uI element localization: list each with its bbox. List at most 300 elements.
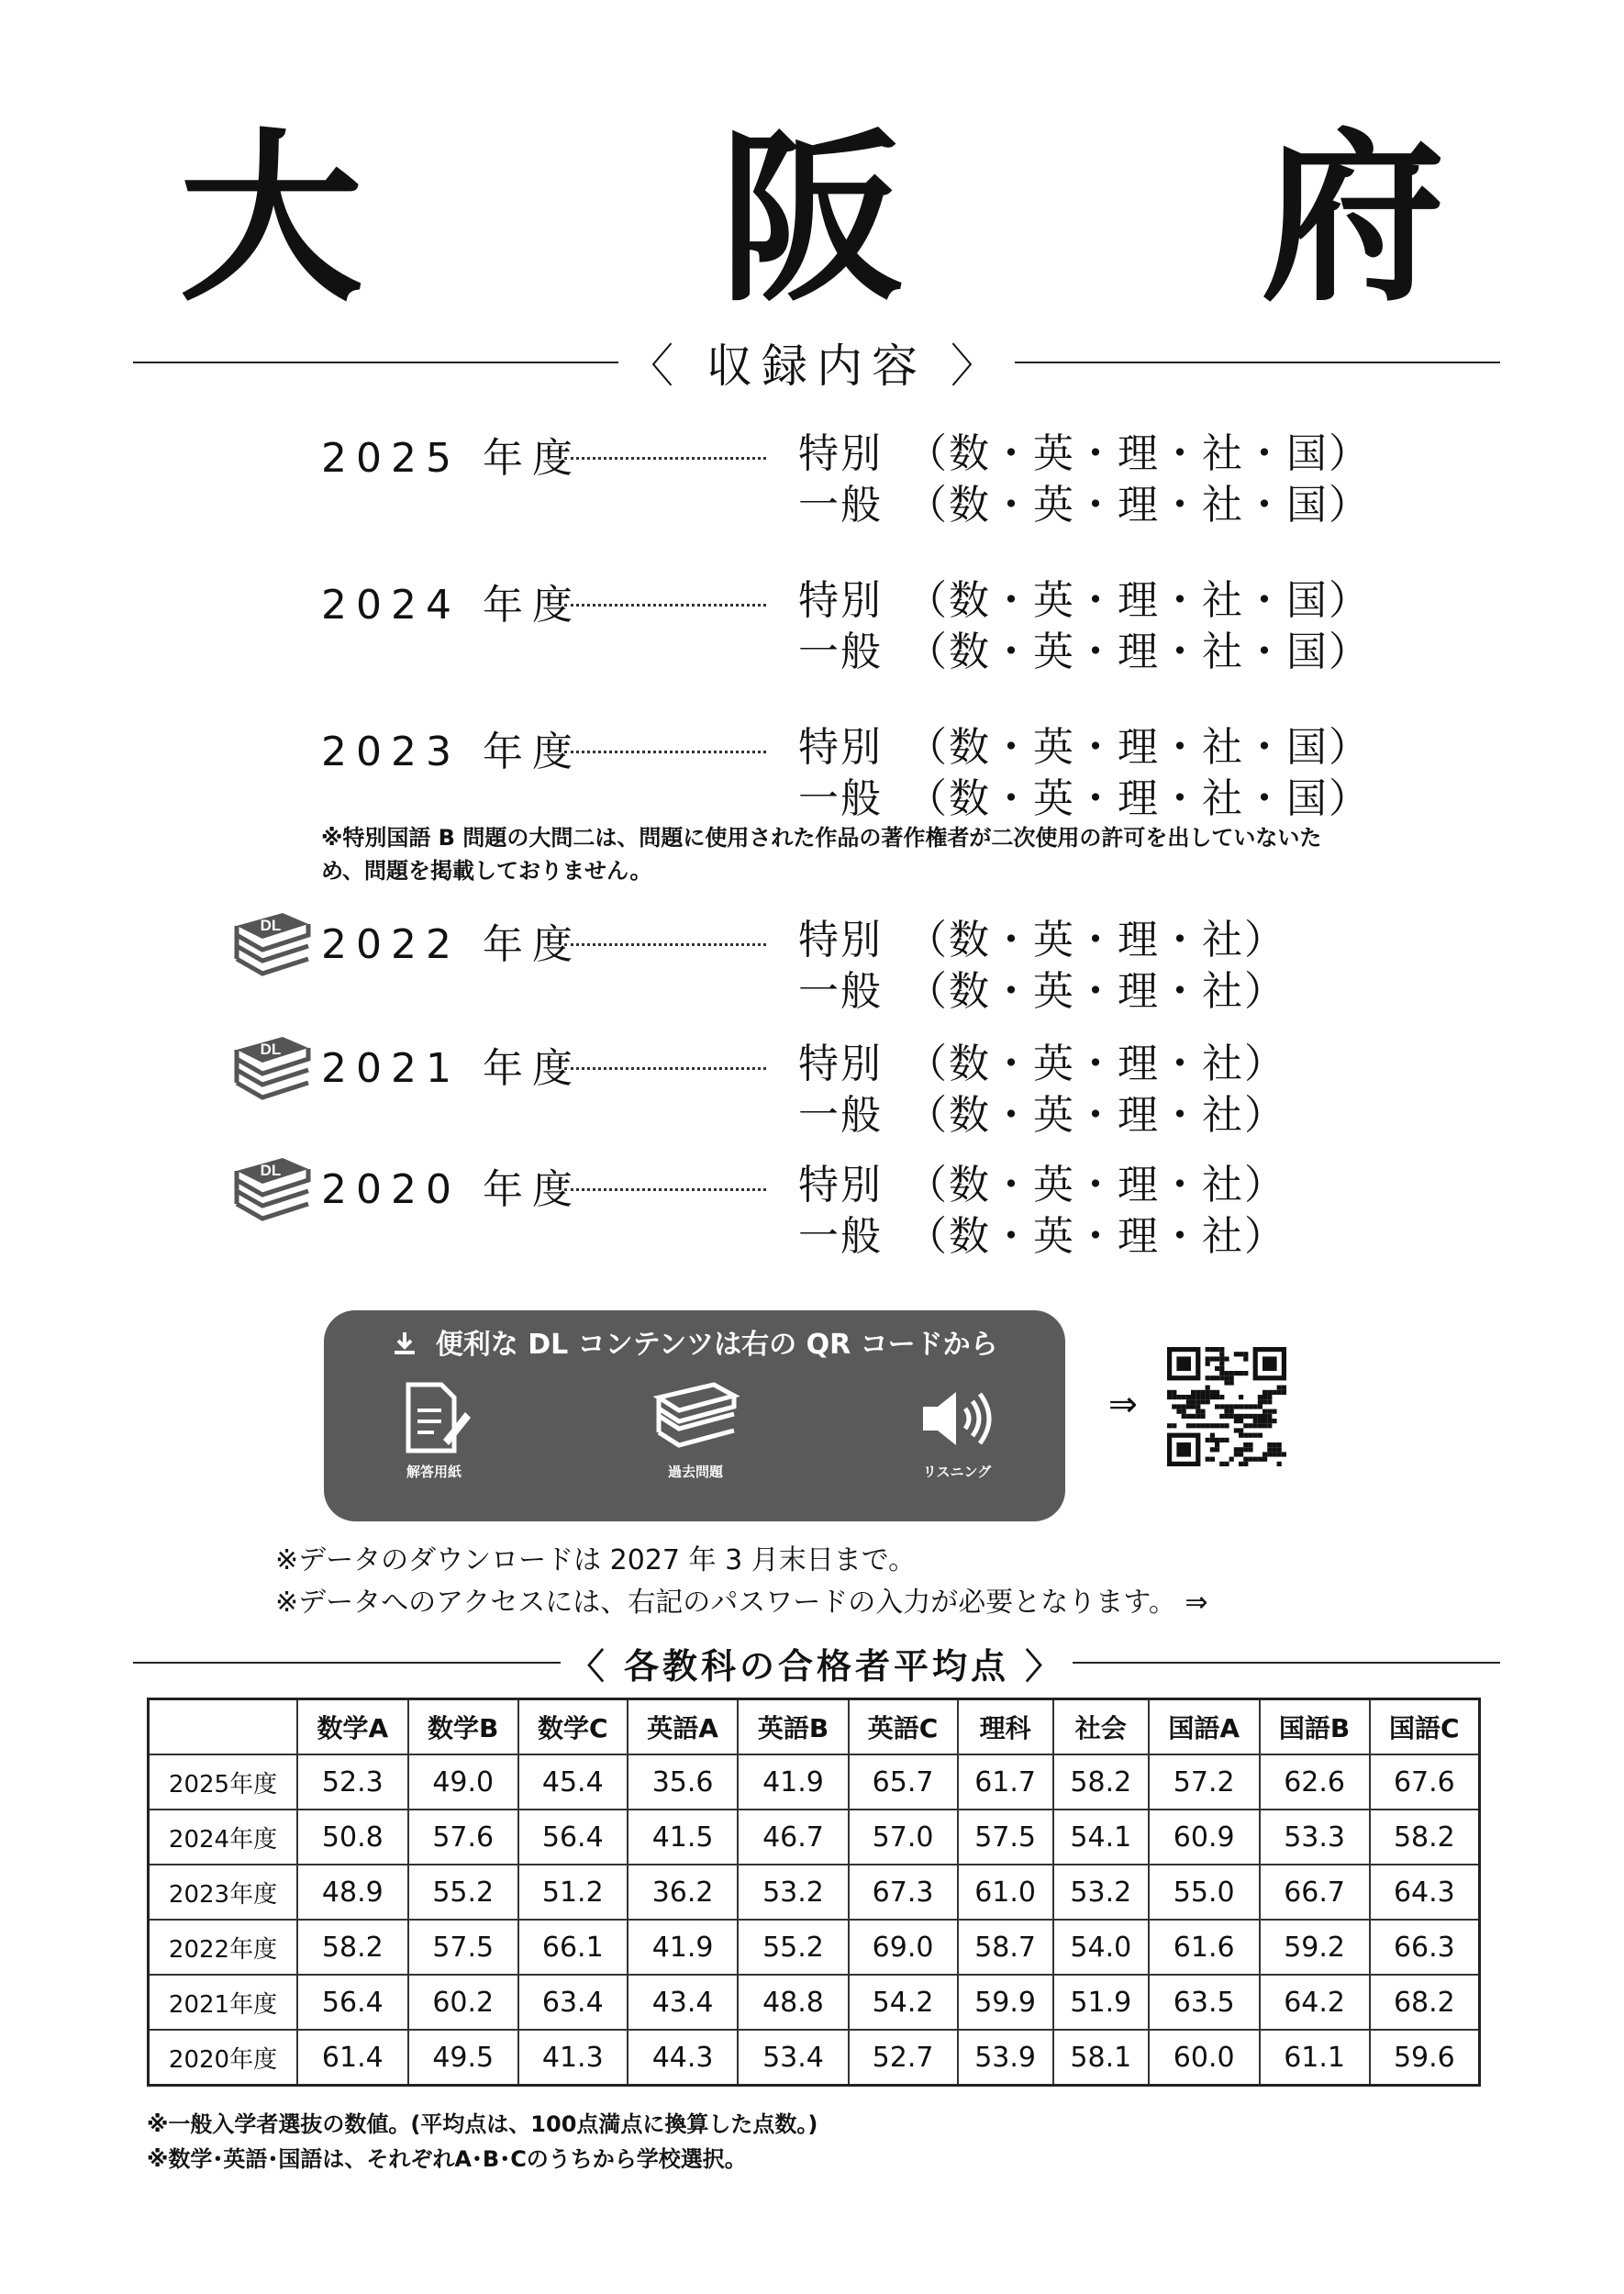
exam-type: 特別 (798, 1162, 883, 1208)
qr-module (1229, 1409, 1234, 1414)
score-cell: 48.8 (738, 1975, 848, 2030)
qr-module (1224, 1423, 1229, 1428)
qr-module (1277, 1386, 1282, 1390)
qr-module (1234, 1404, 1239, 1409)
exam-line (798, 966, 1286, 1018)
qr-module (1253, 1414, 1258, 1419)
dotted-leader (564, 943, 766, 946)
scores-header-label: 〈 各教科の合格者平均点 〉 (569, 1645, 1064, 1687)
qr-module (1243, 1404, 1248, 1409)
year-entry (321, 427, 780, 482)
qr-module (1234, 1414, 1239, 1419)
dl-item-label: 過去問題 (667, 1464, 723, 1480)
exam-subjects: （数・英・理・社・国） (907, 629, 1371, 675)
qr-module (1224, 1414, 1229, 1419)
qr-module (1277, 1390, 1282, 1395)
year-label: 2022 年度 (321, 921, 582, 968)
score-cell: 60.2 (408, 1975, 518, 2030)
scores-header (133, 1631, 1500, 1695)
qr-module (1182, 1404, 1186, 1409)
qr-module (1215, 1356, 1219, 1361)
dl-box-heading (324, 1321, 1065, 1362)
score-cell: 61.6 (1149, 1920, 1260, 1975)
qr-module (1210, 1395, 1215, 1399)
qr-module (1262, 1395, 1267, 1399)
score-cell: 54.1 (1053, 1810, 1149, 1865)
score-cell: 41.3 (518, 2030, 628, 2086)
row-year: 2025年度 (149, 1754, 298, 1810)
qr-module (1196, 1404, 1200, 1409)
exam-line (798, 480, 1371, 531)
exam-line (798, 1039, 1286, 1090)
exam-subjects: （数・英・理・社） (907, 1162, 1286, 1208)
qr-module (1224, 1371, 1229, 1375)
qr-module (1215, 1438, 1219, 1442)
score-cell: 51.9 (1053, 1975, 1149, 2030)
score-cell: 43.4 (628, 1975, 739, 2030)
qr-module (1219, 1366, 1224, 1371)
score-cell: 55.2 (408, 1865, 518, 1920)
qr-module (1196, 1390, 1200, 1395)
qr-module (1206, 1347, 1210, 1352)
qr-module (1282, 1390, 1286, 1395)
score-cell: 36.2 (628, 1865, 739, 1920)
qr-module (1215, 1347, 1219, 1352)
qr-module (1277, 1442, 1282, 1447)
qr-module (1219, 1375, 1224, 1380)
qr-module (1267, 1395, 1272, 1399)
qr-module (1219, 1356, 1224, 1361)
qr-module (1172, 1390, 1176, 1395)
qr-module (1196, 1409, 1200, 1414)
row-year: 2024年度 (149, 1810, 298, 1865)
qr-module (1219, 1347, 1224, 1352)
qr-module (1219, 1395, 1224, 1399)
qr-module (1219, 1462, 1224, 1466)
qr-module (1191, 1414, 1196, 1419)
dl-item-past-exams[interactable] (622, 1379, 769, 1481)
qr-module (1206, 1423, 1210, 1428)
qr-module (1200, 1409, 1205, 1414)
qr-module (1248, 1442, 1252, 1447)
qr-module (1239, 1414, 1243, 1419)
score-cell: 57.5 (958, 1810, 1053, 1865)
qr-module (1196, 1395, 1200, 1399)
qr-module (1200, 1390, 1205, 1395)
score-cell: 55.2 (738, 1920, 848, 1975)
year-entry (321, 1037, 780, 1092)
qr-module (1224, 1356, 1229, 1361)
qr-module (1248, 1404, 1252, 1409)
column-header: 国語B (1260, 1699, 1370, 1755)
qr-module (1262, 1356, 1277, 1371)
header-rule-left (133, 1662, 561, 1664)
qr-module (1219, 1414, 1224, 1419)
score-cell: 63.4 (518, 1975, 628, 2030)
header-rule-left (133, 362, 618, 363)
qr-module (1210, 1423, 1215, 1428)
qr-module (1224, 1462, 1229, 1466)
year-entry (321, 720, 780, 775)
qr-module (1229, 1371, 1234, 1375)
qr-module (1191, 1395, 1196, 1399)
score-cell: 48.9 (297, 1865, 408, 1920)
header-rule-right (1015, 362, 1500, 363)
qr-module (1176, 1404, 1181, 1409)
qr-module (1196, 1414, 1200, 1419)
qr-module (1172, 1404, 1176, 1409)
dotted-leader (564, 604, 766, 607)
qr-module (1186, 1414, 1191, 1419)
dl-books-icon (229, 1030, 317, 1103)
qr-module (1267, 1423, 1272, 1428)
download-deadline-note: ※データのダウンロードは 2027 年 3 月末日まで。 (275, 1544, 917, 1576)
qr-module (1239, 1371, 1243, 1375)
exam-line (798, 627, 1371, 678)
qr-module (1258, 1414, 1262, 1419)
qr-module (1172, 1423, 1176, 1428)
score-cell: 67.6 (1370, 1754, 1480, 1810)
qr-module (1277, 1452, 1282, 1456)
qr-module (1182, 1409, 1186, 1414)
footnote-selection: ※数学･英語･国語は、それぞれA･B･Cのうちから学校選択。 (147, 2146, 747, 2172)
qr-module (1267, 1409, 1272, 1414)
qr-module (1253, 1419, 1258, 1423)
qr-module (1272, 1390, 1276, 1395)
row-year: 2022年度 (149, 1920, 298, 1975)
qr-module (1206, 1356, 1210, 1361)
score-cell: 58.1 (1053, 2030, 1149, 2086)
score-cell: 58.2 (1053, 1754, 1149, 1810)
exam-line (798, 915, 1286, 966)
column-header: 数学A (297, 1699, 408, 1755)
exam-type: 一般 (798, 1213, 883, 1260)
qr-module (1186, 1404, 1191, 1409)
exam-subjects: （数・英・理・社・国） (907, 482, 1371, 529)
qr-module (1210, 1375, 1215, 1380)
qr-module (1262, 1419, 1267, 1423)
column-header: 英語A (628, 1699, 739, 1755)
exam-subjects: （数・英・理・社・国） (907, 430, 1371, 477)
qr-module (1239, 1352, 1243, 1356)
arrow-to-qr: ⇒ (1108, 1384, 1138, 1424)
qr-module (1248, 1414, 1252, 1419)
qr-module (1234, 1371, 1239, 1375)
score-cell: 61.4 (297, 2030, 408, 2086)
table-row (149, 1975, 1480, 2030)
score-cell: 54.0 (1053, 1920, 1149, 1975)
dl-content-box[interactable] (324, 1310, 1065, 1521)
qr-module (1258, 1404, 1262, 1409)
qr-module (1219, 1362, 1224, 1366)
table-row (149, 1754, 1480, 1810)
qr-module (1267, 1414, 1272, 1419)
qr-module (1239, 1452, 1243, 1456)
qr-code-icon[interactable] (1167, 1347, 1286, 1466)
row-year: 2023年度 (149, 1865, 298, 1920)
qr-module (1253, 1404, 1258, 1409)
score-cell: 65.7 (849, 1754, 958, 1810)
dl-item-listening[interactable] (884, 1379, 1030, 1481)
qr-module (1253, 1433, 1258, 1438)
qr-module (1267, 1390, 1272, 1395)
qr-module (1182, 1395, 1186, 1399)
table-header-row (149, 1699, 1480, 1755)
exam-type: 特別 (798, 724, 883, 771)
scores-table (147, 1698, 1481, 2087)
table-row (149, 1865, 1480, 1920)
qr-module (1210, 1447, 1215, 1452)
row-year: 2021年度 (149, 1975, 298, 2030)
year-label: 2025 年度 (321, 435, 582, 482)
qr-module (1210, 1457, 1215, 1462)
score-cell: 41.5 (628, 1810, 739, 1865)
qr-module (1186, 1423, 1191, 1428)
qr-module (1229, 1375, 1234, 1380)
qr-module (1215, 1366, 1219, 1371)
exam-type: 特別 (798, 917, 883, 963)
qr-module (1191, 1390, 1196, 1395)
score-cell: 55.0 (1149, 1865, 1260, 1920)
qr-module (1186, 1395, 1191, 1399)
contents-header (133, 330, 1500, 395)
qr-module (1215, 1442, 1219, 1447)
qr-module (1224, 1404, 1229, 1409)
qr-module (1219, 1404, 1224, 1409)
qr-module (1229, 1380, 1234, 1385)
qr-module (1176, 1442, 1191, 1457)
note-2023: ※特別国語 B 問題の大問二は、問題に使用された作品の著作権者が二次使用の許可を出していないため、問題を掲載しておりません。 (321, 825, 1322, 884)
score-cell: 63.5 (1149, 1975, 1260, 2030)
score-cell: 59.2 (1260, 1920, 1370, 1975)
score-cell: 61.1 (1260, 2030, 1370, 2086)
dl-box-heading-text: 便利な DL コンテンツは右の QR コードから (435, 1329, 998, 1361)
qr-module (1258, 1433, 1262, 1438)
qr-module (1215, 1390, 1219, 1395)
qr-module (1219, 1371, 1224, 1375)
year-entry (321, 1158, 780, 1213)
score-cell: 66.1 (518, 1920, 628, 1975)
exam-subjects: （数・英・理・社） (907, 968, 1286, 1015)
table-row (149, 1810, 1480, 1865)
qr-module (1206, 1438, 1210, 1442)
qr-module (1219, 1352, 1224, 1356)
qr-module (1215, 1404, 1219, 1409)
qr-module (1267, 1442, 1272, 1447)
qr-module (1243, 1356, 1248, 1361)
qr-module (1243, 1352, 1248, 1356)
dl-books-icon (229, 906, 317, 979)
qr-module (1210, 1433, 1215, 1438)
score-cell: 60.0 (1149, 2030, 1260, 2086)
qr-module (1262, 1452, 1267, 1456)
score-cell: 57.0 (849, 1810, 958, 1865)
score-cell: 53.2 (738, 1865, 848, 1920)
column-header: 数学B (408, 1699, 518, 1755)
qr-module (1248, 1423, 1252, 1428)
qr-module (1253, 1457, 1258, 1462)
score-cell: 58.2 (297, 1920, 408, 1975)
exam-type: 一般 (798, 775, 883, 822)
qr-module (1224, 1438, 1229, 1442)
qr-module (1210, 1356, 1215, 1361)
table-corner-cell (149, 1699, 298, 1755)
score-cell: 54.2 (849, 1975, 958, 2030)
exam-line (798, 1160, 1286, 1211)
qr-module (1206, 1390, 1210, 1395)
qr-module (1200, 1423, 1205, 1428)
qr-module (1272, 1409, 1276, 1414)
score-cell: 64.2 (1260, 1975, 1370, 2030)
score-cell: 35.6 (628, 1754, 739, 1810)
qr-module (1248, 1433, 1252, 1438)
score-cell: 44.3 (628, 2030, 739, 2086)
year-label: 2024 年度 (321, 582, 582, 629)
score-cell: 56.4 (518, 1810, 628, 1865)
score-cell: 58.7 (958, 1920, 1053, 1975)
footnote-general: ※一般入学者選抜の数値。(平均点は、100点満点に換算した点数。) (147, 2111, 818, 2137)
qr-module (1191, 1423, 1196, 1428)
speaker-icon (884, 1379, 1030, 1456)
exam-type: 特別 (798, 1041, 883, 1087)
qr-module (1200, 1395, 1205, 1399)
qr-module (1243, 1433, 1248, 1438)
qr-module (1258, 1457, 1262, 1462)
score-cell: 62.6 (1260, 1754, 1370, 1810)
qr-module (1272, 1442, 1276, 1447)
header-rule-right (1073, 1662, 1500, 1664)
qr-module (1172, 1395, 1176, 1399)
dl-item-label: 解答用紙 (406, 1464, 462, 1480)
score-cell: 60.9 (1149, 1810, 1260, 1865)
qr-module (1176, 1356, 1191, 1371)
score-cell: 57.5 (408, 1920, 518, 1975)
qr-module (1248, 1457, 1252, 1462)
score-cell: 52.7 (849, 2030, 958, 2086)
contents-header-label: 〈 収録内容 〉 (628, 340, 1006, 393)
qr-module (1215, 1375, 1219, 1380)
score-cell: 61.7 (958, 1754, 1053, 1810)
dotted-leader (564, 457, 766, 460)
qr-module (1272, 1452, 1276, 1456)
score-cell: 69.0 (849, 1920, 958, 1975)
dl-badge-text: DL (260, 1041, 282, 1058)
dl-item-answer-sheet[interactable] (361, 1379, 507, 1481)
qr-module (1272, 1419, 1276, 1423)
year-label: 2021 年度 (321, 1045, 582, 1092)
qr-module (1239, 1395, 1243, 1399)
column-header: 国語A (1149, 1699, 1260, 1755)
qr-module (1167, 1423, 1172, 1428)
column-header: 英語B (738, 1699, 848, 1755)
qr-module (1258, 1395, 1262, 1399)
qr-module (1258, 1419, 1262, 1423)
qr-module (1186, 1399, 1191, 1404)
exam-type: 一般 (798, 629, 883, 675)
qr-module (1191, 1404, 1196, 1409)
qr-module (1176, 1409, 1181, 1414)
qr-module (1200, 1414, 1205, 1419)
qr-module (1243, 1414, 1248, 1419)
qr-module (1248, 1447, 1252, 1452)
qr-module (1267, 1419, 1272, 1423)
row-year: 2020年度 (149, 2030, 298, 2086)
qr-module (1215, 1423, 1219, 1428)
qr-module (1262, 1390, 1267, 1395)
qr-module (1262, 1399, 1267, 1404)
qr-module (1267, 1452, 1272, 1456)
score-cell: 46.7 (738, 1810, 848, 1865)
score-cell: 56.4 (297, 1975, 408, 2030)
qr-module (1234, 1419, 1239, 1423)
exam-line (798, 575, 1371, 627)
qr-module (1210, 1438, 1215, 1442)
table-row (149, 2030, 1480, 2086)
qr-module (1239, 1419, 1243, 1423)
score-cell: 53.2 (1053, 1865, 1149, 1920)
qr-module (1191, 1399, 1196, 1404)
score-cell: 59.6 (1370, 2030, 1480, 2086)
exam-subjects: （数・英・理・社・国） (907, 577, 1371, 624)
qr-module (1206, 1457, 1210, 1462)
score-cell: 53.3 (1260, 1810, 1370, 1865)
exam-subjects: （数・英・理・社・国） (907, 724, 1371, 771)
qr-module (1206, 1395, 1210, 1399)
exam-line (798, 774, 1371, 825)
score-cell: 64.3 (1370, 1865, 1480, 1920)
score-cell: 66.3 (1370, 1920, 1480, 1975)
qr-module (1243, 1371, 1248, 1375)
year-label: 2020 年度 (321, 1166, 582, 1213)
qr-module (1224, 1375, 1229, 1380)
qr-module (1167, 1395, 1172, 1399)
exam-subjects: （数・英・理・社） (907, 917, 1286, 963)
qr-module (1210, 1347, 1215, 1352)
qr-module (1206, 1375, 1210, 1380)
score-cell: 41.9 (738, 1754, 848, 1810)
qr-module (1239, 1462, 1243, 1466)
qr-module (1243, 1442, 1248, 1447)
qr-module (1219, 1438, 1224, 1442)
score-cell: 53.9 (958, 2030, 1053, 2086)
qr-module (1262, 1414, 1267, 1419)
qr-module (1206, 1362, 1210, 1366)
qr-module (1282, 1386, 1286, 1390)
score-cell: 41.9 (628, 1920, 739, 1975)
books-icon (622, 1379, 769, 1456)
exam-type: 特別 (798, 430, 883, 477)
column-header: 国語C (1370, 1699, 1480, 1755)
exam-line (798, 1090, 1286, 1141)
qr-module (1262, 1457, 1267, 1462)
dotted-leader (564, 751, 766, 753)
score-cell: 52.3 (297, 1754, 408, 1810)
qr-module (1167, 1390, 1172, 1395)
exam-line (798, 722, 1371, 774)
dl-badge-text: DL (260, 1162, 282, 1179)
qr-module (1258, 1399, 1262, 1404)
qr-module (1234, 1428, 1239, 1432)
qr-module (1206, 1399, 1210, 1404)
qr-module (1253, 1423, 1258, 1428)
table-row (149, 1920, 1480, 1975)
score-cell: 49.0 (408, 1754, 518, 1810)
dotted-leader (564, 1067, 766, 1070)
score-cell: 57.2 (1149, 1754, 1260, 1810)
qr-module (1215, 1447, 1219, 1452)
exam-type: 一般 (798, 1092, 883, 1139)
exam-subjects: （数・英・理・社） (907, 1092, 1286, 1139)
